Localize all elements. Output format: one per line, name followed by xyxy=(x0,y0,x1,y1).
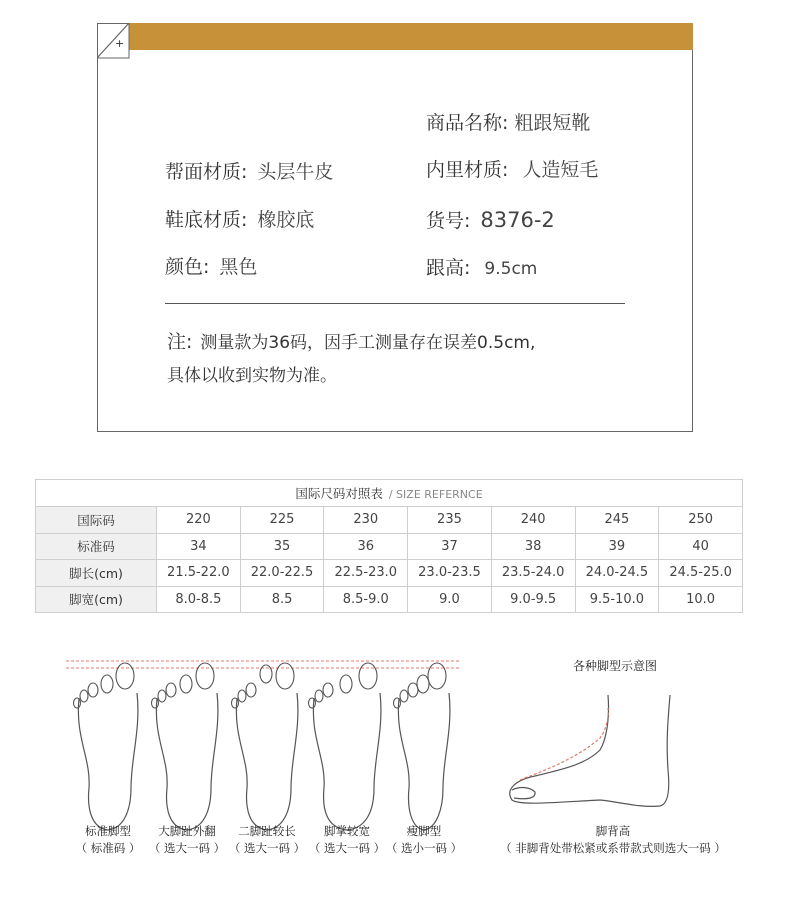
table-row xyxy=(36,586,743,613)
divider xyxy=(165,303,625,304)
product-info-card xyxy=(97,23,693,432)
spec-heel: 跟高: 9.5cm xyxy=(426,257,538,279)
table-cell: 245 xyxy=(575,507,659,534)
table-cell: 8.5 xyxy=(240,586,324,613)
wide-foot-icon xyxy=(309,663,381,830)
table-cell: 240 xyxy=(491,507,575,534)
table-cell: 10.0 xyxy=(659,586,743,613)
note-line-1: 测量款为36码，因手工测量存在误差0.5cm, xyxy=(200,333,536,353)
table-cell: 21.5-22.0 xyxy=(157,560,241,587)
table-caption: 国际尺码对照表 / SIZE REFERNCE xyxy=(36,480,743,507)
table-cell: 24.5-25.0 xyxy=(659,560,743,587)
standard-foot-icon xyxy=(74,663,138,830)
table-row xyxy=(36,560,743,587)
table-cell: 9.0 xyxy=(408,586,492,613)
table-cell: 40 xyxy=(659,533,743,560)
folded-corner-icon xyxy=(97,23,130,59)
table-cell: 22.5-23.0 xyxy=(324,560,408,587)
spec-sole: 鞋底材质: 橡胶底 xyxy=(165,209,315,231)
diagram-title: 各种脚型示意图 xyxy=(572,659,657,673)
table-cell: 22.0-22.5 xyxy=(240,560,324,587)
note-key: 注: xyxy=(167,331,193,353)
table-cell: 34 xyxy=(157,533,241,560)
foot-types-section xyxy=(0,640,790,900)
table-cell: 220 xyxy=(157,507,241,534)
spec-upper: 帮面材质: 头层牛皮 xyxy=(165,161,334,183)
instep-foot-icon xyxy=(510,695,670,806)
spec-name: 商品名称: 粗跟短靴 xyxy=(426,112,591,134)
table-row xyxy=(36,507,743,534)
table-cell: 235 xyxy=(408,507,492,534)
spec-color: 颜色: 黑色 xyxy=(165,256,258,278)
table-cell: 9.0-9.5 xyxy=(491,586,575,613)
spec-lining: 内里材质: 人造短毛 xyxy=(426,159,599,181)
note-line-2: 具体以收到实物为准。 xyxy=(167,366,337,386)
table-cell: 37 xyxy=(408,533,492,560)
table-cell: 230 xyxy=(324,507,408,534)
long-second-toe-foot-icon xyxy=(232,663,298,830)
card-header-bar xyxy=(129,23,693,50)
row-header: 标准码 xyxy=(36,533,157,560)
spec-sku: 货号: 8376-2 xyxy=(426,208,555,232)
table-cell: 38 xyxy=(491,533,575,560)
table-cell: 35 xyxy=(240,533,324,560)
row-header: 脚宽(cm) xyxy=(36,586,157,613)
foot-label-4: 瘦脚型 （ 选小一码 ） xyxy=(385,824,463,855)
table-cell: 250 xyxy=(659,507,743,534)
table-cell: 24.0-24.5 xyxy=(575,560,659,587)
table-cell: 9.5-10.0 xyxy=(575,586,659,613)
table-cell: 23.5-24.0 xyxy=(491,560,575,587)
table-cell: 23.0-23.5 xyxy=(408,560,492,587)
table-cell: 36 xyxy=(324,533,408,560)
foot-label-instep: 脚背高 （ 非脚背处带松紧或系带款式则选大一码 ） xyxy=(500,824,726,855)
foot-label-2: 二脚趾较长 （ 选大一码 ） xyxy=(228,824,306,855)
row-header: 国际码 xyxy=(36,507,157,534)
measurement-note xyxy=(167,326,667,393)
foot-label-0: 标准脚型 （ 标准码 ） xyxy=(75,824,141,855)
row-header: 脚长(cm) xyxy=(36,560,157,587)
foot-label-3: 脚掌较宽 （ 选大一码 ） xyxy=(308,824,386,855)
table-cell: 39 xyxy=(575,533,659,560)
slim-foot-icon xyxy=(394,663,450,830)
bunion-foot-icon xyxy=(152,663,218,830)
table-cell: 225 xyxy=(240,507,324,534)
table-cell: 8.5-9.0 xyxy=(324,586,408,613)
size-reference-table xyxy=(35,479,743,613)
table-cell: 8.0-8.5 xyxy=(157,586,241,613)
foot-label-1: 大脚趾外翻 （ 选大一码 ） xyxy=(148,824,226,855)
plus-icon: + xyxy=(115,37,125,50)
table-row xyxy=(36,533,743,560)
